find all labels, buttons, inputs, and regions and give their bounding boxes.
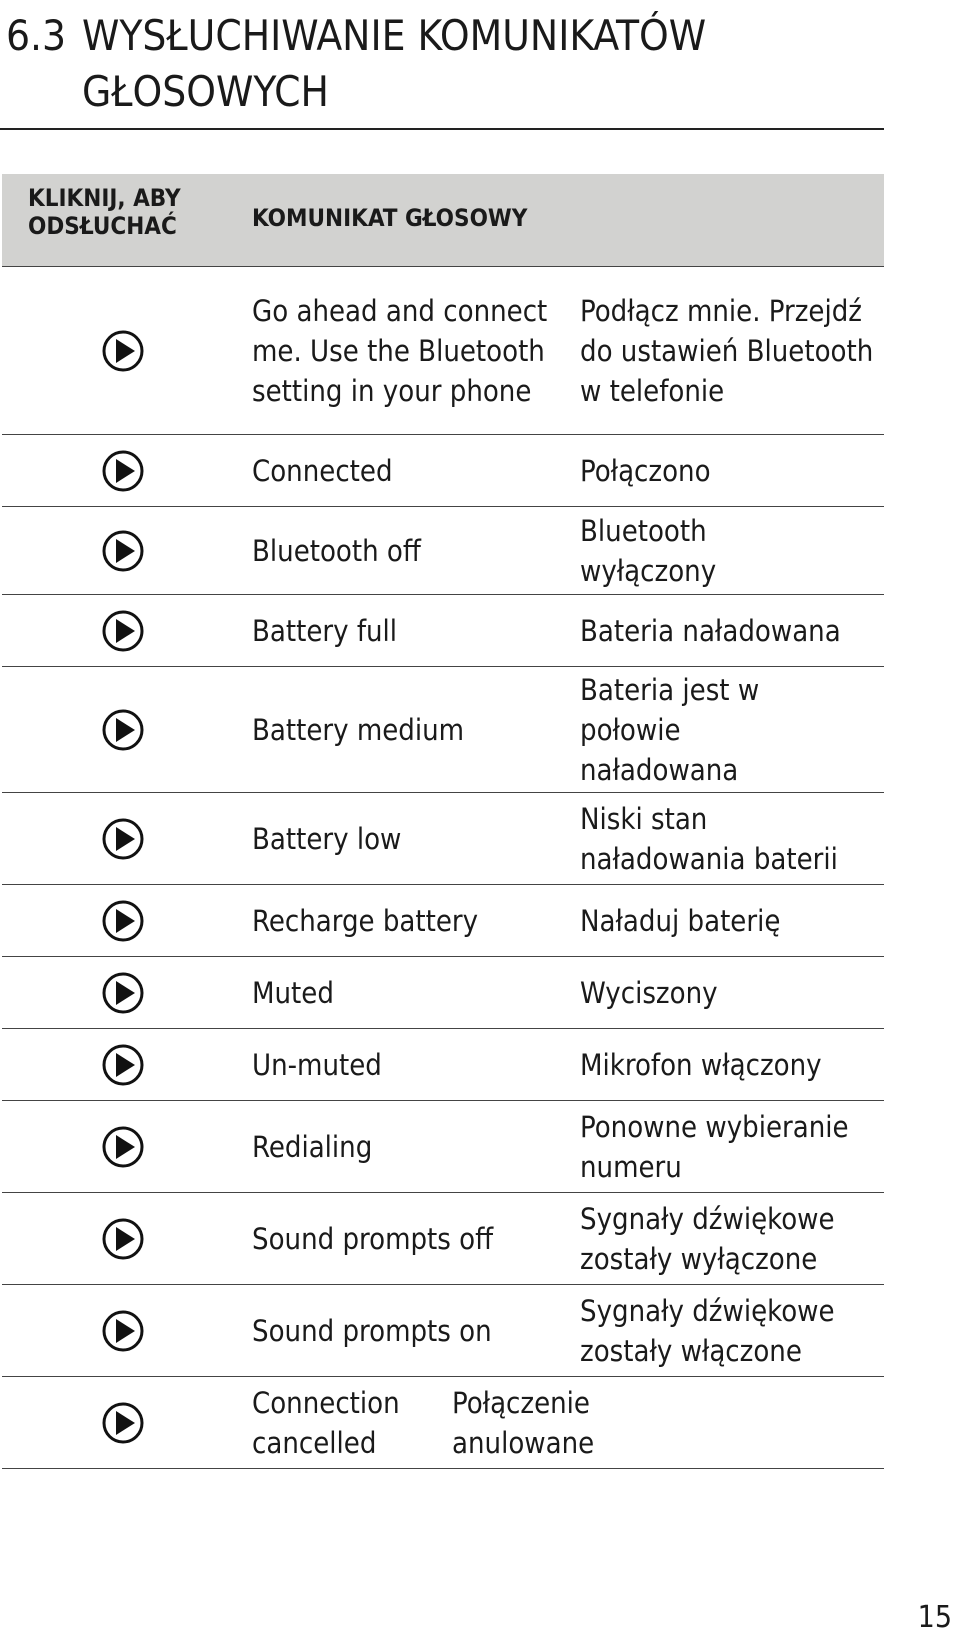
- prompt-english: Battery full: [252, 613, 398, 648]
- title-line-2: GŁOSOWYCH: [82, 67, 329, 116]
- prompt-english: Redialing: [252, 1129, 373, 1164]
- prompt-english: Connection cancelled: [252, 1385, 400, 1460]
- play-cell: [2, 899, 252, 943]
- play-cell: [2, 1043, 252, 1087]
- play-cell: [2, 529, 252, 573]
- prompt-polish: Sygnały dźwiękowe zostały włączone: [580, 1293, 835, 1368]
- prompt-english: Go ahead and connect me. Use the Bluetooth setting in your phone: [252, 293, 548, 408]
- table-row: [2, 595, 884, 667]
- prompt-english: Battery low: [252, 821, 402, 856]
- table-row: [2, 507, 884, 595]
- prompt-english: Connected: [252, 453, 393, 488]
- prompt-polish: Bateria naładowana: [580, 613, 841, 648]
- play-cell: [2, 449, 252, 493]
- play-cell: [2, 1125, 252, 1169]
- prompt-english: Sound prompts off: [252, 1221, 494, 1256]
- prompt-english: Sound prompts on: [252, 1313, 492, 1348]
- prompt-polish: Naładuj baterię: [580, 903, 781, 938]
- play-icon[interactable]: [101, 708, 145, 752]
- prompt-english: Recharge battery: [252, 903, 479, 938]
- play-cell: [2, 329, 252, 373]
- prompt-polish: Połączenie anulowane: [452, 1385, 595, 1460]
- play-cell: [2, 1217, 252, 1261]
- table-row: [2, 1101, 884, 1193]
- section-number: 6.3: [6, 11, 67, 60]
- prompt-polish: Bluetooth wyłączony: [580, 513, 717, 588]
- play-cell: [2, 609, 252, 653]
- table-header: [2, 174, 884, 267]
- play-icon[interactable]: [101, 1401, 145, 1445]
- table-row: [2, 957, 884, 1029]
- prompt-english: Battery medium: [252, 712, 465, 747]
- prompt-polish: Mikrofon włączony: [580, 1047, 822, 1082]
- prompt-polish: Ponowne wybieranie numeru: [580, 1109, 849, 1184]
- play-icon[interactable]: [101, 971, 145, 1015]
- play-cell: [2, 1309, 252, 1353]
- play-icon[interactable]: [101, 1043, 145, 1087]
- play-cell: [2, 708, 252, 752]
- table-row: [2, 793, 884, 885]
- prompt-polish: Niski stan naładowania baterii: [580, 801, 838, 876]
- table-row: [2, 1285, 884, 1377]
- play-cell: [2, 971, 252, 1015]
- play-icon[interactable]: [101, 529, 145, 573]
- table-row: [2, 267, 884, 435]
- header-click-to-listen: KLIKNIJ, ABY ODSŁUCHAĆ: [28, 184, 181, 240]
- header-voice-prompt: KOMUNIKAT GŁOSOWY: [252, 204, 528, 232]
- play-icon[interactable]: [101, 609, 145, 653]
- title-divider: [0, 128, 884, 130]
- prompt-english: Un-muted: [252, 1047, 382, 1082]
- prompt-polish: Podłącz mnie. Przejdź do ustawień Bluetooth w telefonie: [580, 293, 874, 408]
- title-line-1: WYSŁUCHIWANIE KOMUNIKATÓW: [82, 11, 707, 60]
- table-row: [2, 885, 884, 957]
- table-row: [2, 1377, 884, 1469]
- prompt-english: Muted: [252, 975, 334, 1010]
- prompt-polish: Wyciszony: [580, 975, 718, 1010]
- play-icon[interactable]: [101, 329, 145, 373]
- play-icon[interactable]: [101, 1309, 145, 1353]
- play-cell: [2, 1401, 252, 1445]
- table-row: [2, 1193, 884, 1285]
- play-icon[interactable]: [101, 449, 145, 493]
- play-icon[interactable]: [101, 1217, 145, 1261]
- play-cell: [2, 817, 252, 861]
- play-icon[interactable]: [101, 1125, 145, 1169]
- section-title: [6, 8, 866, 120]
- table-row: [2, 667, 884, 793]
- play-icon[interactable]: [101, 899, 145, 943]
- page-number: 15: [917, 1600, 952, 1635]
- prompt-english: Bluetooth off: [252, 533, 421, 568]
- table-row: [2, 1029, 884, 1101]
- voice-prompts-table: [2, 174, 884, 1469]
- prompt-polish: Bateria jest w połowie naładowana: [580, 672, 760, 787]
- play-icon[interactable]: [101, 817, 145, 861]
- prompt-polish: Sygnały dźwiękowe zostały wyłączone: [580, 1201, 835, 1276]
- prompt-polish: Połączono: [580, 453, 711, 488]
- table-row: [2, 435, 884, 507]
